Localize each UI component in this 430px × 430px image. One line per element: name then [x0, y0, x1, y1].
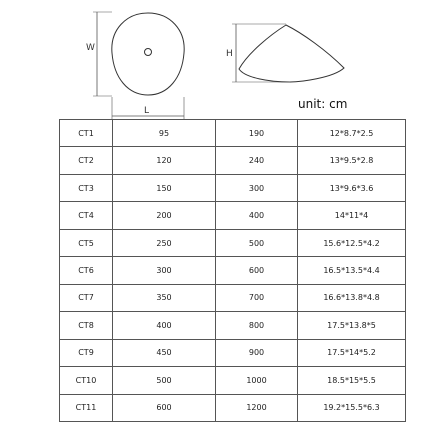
table-row	[60, 147, 406, 174]
weight-pair-cell: 1200	[216, 394, 298, 421]
table-row	[60, 284, 406, 311]
dimensions-cell: 16.5*13.5*4.4	[298, 257, 406, 284]
model-cell: CT7	[60, 284, 113, 311]
weight-pair-cell: 500	[216, 229, 298, 256]
weight-pair-cell: 400	[216, 202, 298, 229]
dimensions-cell: 15.6*12.5*4.2	[298, 229, 406, 256]
weight-cell: 400	[113, 312, 216, 339]
model-cell: CT2	[60, 147, 113, 174]
model-cell: CT4	[60, 202, 113, 229]
model-cell: CT9	[60, 339, 113, 366]
width-label: W	[86, 43, 95, 53]
table-row	[60, 120, 406, 147]
unit-label: unit: cm	[298, 97, 348, 111]
weight-pair-cell: 800	[216, 312, 298, 339]
dimensions-cell: 14*11*4	[298, 202, 406, 229]
weight-pair-cell: 900	[216, 339, 298, 366]
weight-pair-cell: 600	[216, 257, 298, 284]
weight-cell: 200	[113, 202, 216, 229]
height-label: H	[226, 49, 233, 59]
dimensions-cell: 18.5*15*5.5	[298, 367, 406, 394]
weight-cell: 95	[113, 120, 216, 147]
model-cell: CT8	[60, 312, 113, 339]
model-cell: CT5	[60, 229, 113, 256]
model-cell: CT3	[60, 174, 113, 201]
weight-pair-cell: 190	[216, 120, 298, 147]
size-spec-table-body	[60, 120, 406, 422]
dimensions-cell: 13*9.5*2.8	[298, 147, 406, 174]
table-row	[60, 229, 406, 256]
top-view-outline	[112, 13, 184, 95]
size-spec-table	[59, 119, 406, 422]
weight-pair-cell: 1000	[216, 367, 298, 394]
dimensions-cell: 17.5*14*5.2	[298, 339, 406, 366]
weight-cell: 150	[113, 174, 216, 201]
dimensions-cell: 19.2*15.5*6.3	[298, 394, 406, 421]
weight-pair-cell: 240	[216, 147, 298, 174]
table-row	[60, 202, 406, 229]
length-label: L	[144, 106, 150, 116]
dimensions-cell: 17.5*13.8*5	[298, 312, 406, 339]
table-row	[60, 174, 406, 201]
model-cell: CT6	[60, 257, 113, 284]
dimensions-cell: 12*8.7*2.5	[298, 120, 406, 147]
table-row	[60, 339, 406, 366]
weight-cell: 600	[113, 394, 216, 421]
weight-pair-cell: 700	[216, 284, 298, 311]
side-view-outline	[239, 25, 344, 82]
dimension-diagram	[0, 0, 430, 125]
weight-cell: 120	[113, 147, 216, 174]
table-row	[60, 257, 406, 284]
table-row	[60, 367, 406, 394]
top-view-drawing	[86, 12, 184, 120]
table-row	[60, 394, 406, 421]
weight-cell: 350	[113, 284, 216, 311]
model-cell: CT1	[60, 120, 113, 147]
model-cell: CT11	[60, 394, 113, 421]
model-cell: CT10	[60, 367, 113, 394]
top-view-center-hole	[145, 49, 152, 56]
dimensions-cell: 16.6*13.8*4.8	[298, 284, 406, 311]
dimensions-cell: 13*9.6*3.6	[298, 174, 406, 201]
weight-cell: 250	[113, 229, 216, 256]
weight-pair-cell: 300	[216, 174, 298, 201]
side-view-drawing	[226, 24, 344, 82]
table-row	[60, 312, 406, 339]
weight-cell: 500	[113, 367, 216, 394]
weight-cell: 300	[113, 257, 216, 284]
weight-cell: 450	[113, 339, 216, 366]
